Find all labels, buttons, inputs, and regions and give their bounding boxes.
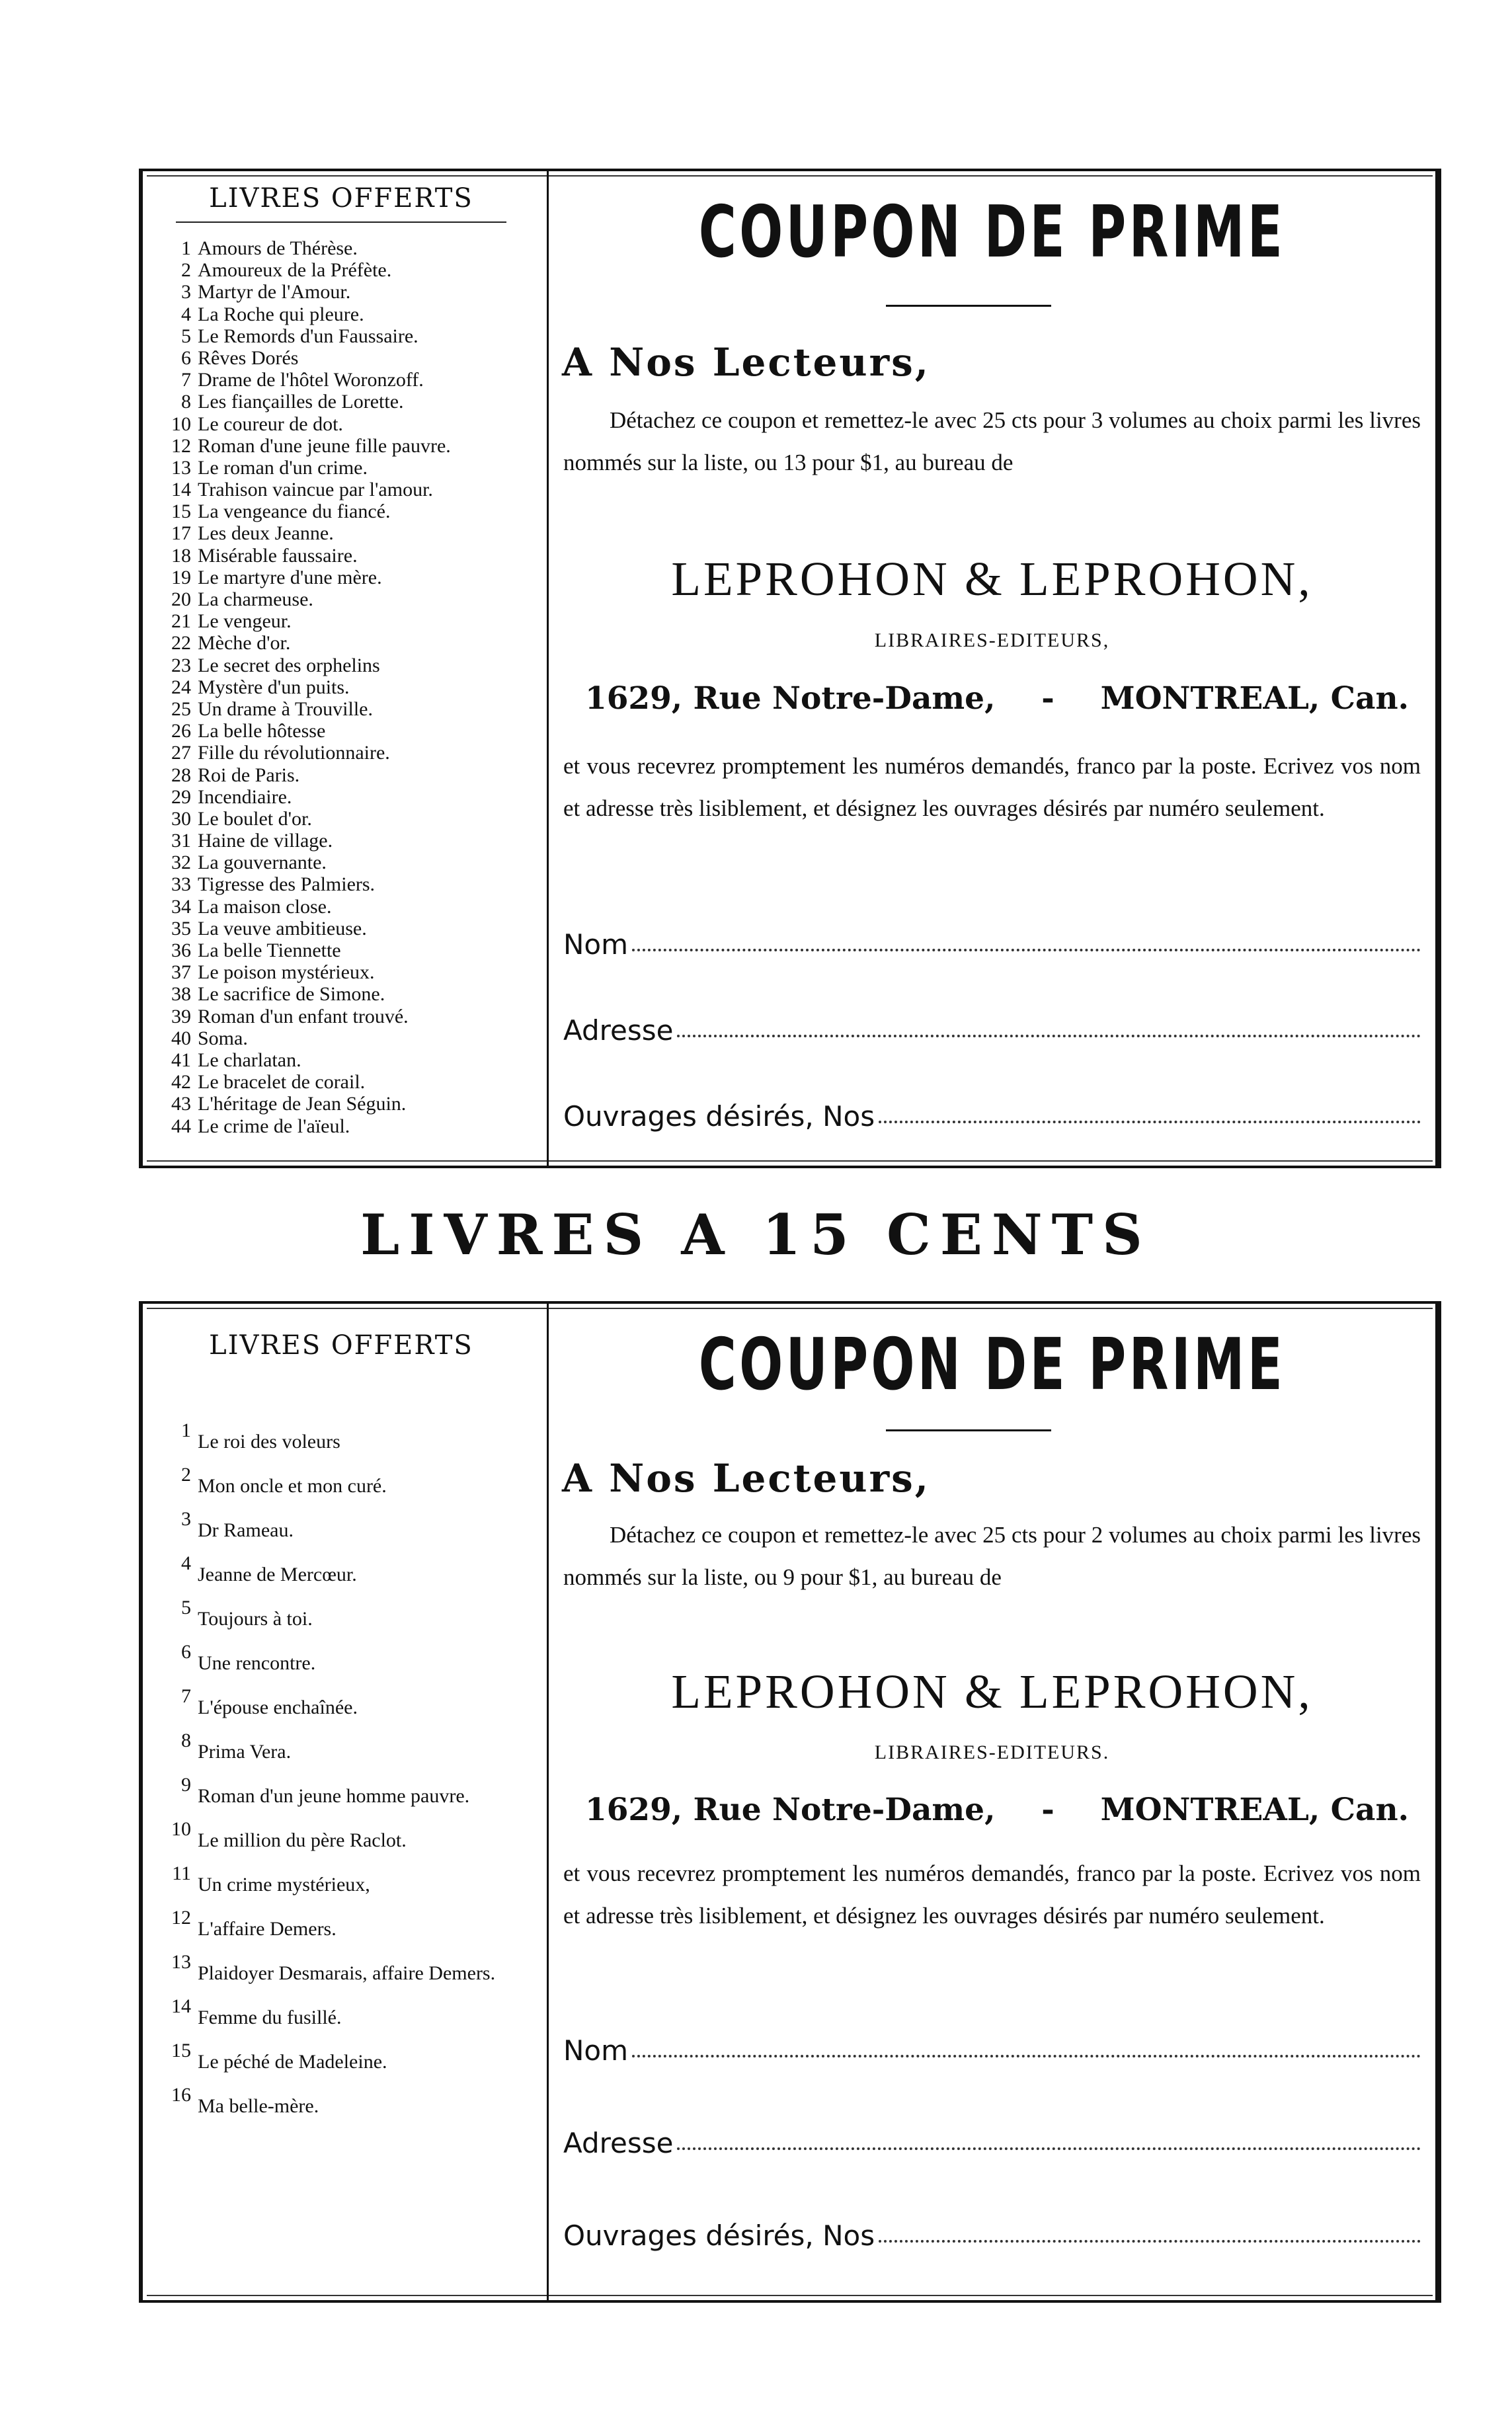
book-list-item <box>166 896 540 918</box>
book-list-item <box>166 303 540 325</box>
book-number: 10 <box>171 413 191 435</box>
book-title: Le martyre d'une mère. <box>198 566 382 588</box>
book-list-item <box>166 632 540 654</box>
book-number: 8 <box>181 1730 191 1751</box>
book-title: Le roman d'un crime. <box>198 456 368 479</box>
book-number: 14 <box>171 1995 191 2017</box>
book-list-item <box>166 567 540 588</box>
book-list-item <box>166 435 540 457</box>
book-title: Le million du père Raclot. <box>198 1829 407 1851</box>
book-number: 1 <box>181 1419 191 1441</box>
publisher-name: LEPROHON & LEPROHON, <box>671 552 1313 606</box>
book-number: 17 <box>171 522 191 545</box>
book-number: 19 <box>171 566 191 588</box>
book-list-item <box>166 545 540 567</box>
book-list-item <box>166 1862 540 1907</box>
book-title: Haine de village. <box>198 830 333 852</box>
book-title: Toujours à toi. <box>198 1607 313 1630</box>
book-number: 2 <box>181 1464 191 1486</box>
book-list-item <box>166 961 540 983</box>
book-number: 7 <box>181 369 191 391</box>
section-banner: LIVRES A 15 CENTS <box>360 1202 1152 1267</box>
book-title: Ma belle-mère. <box>198 2094 319 2117</box>
book-number: 2 <box>181 259 191 282</box>
name-field[interactable] <box>563 928 1421 961</box>
list-title: LIVRES OFFERTS <box>209 1330 473 1361</box>
book-number: 6 <box>181 1641 191 1663</box>
book-title: Amours de Thérèse. <box>198 237 358 259</box>
works-field-line[interactable] <box>879 2240 1421 2243</box>
book-number: 39 <box>171 1005 191 1027</box>
book-list-item <box>166 588 540 610</box>
book-list-item <box>166 2040 540 2084</box>
book-title: L'héritage de Jean Séguin. <box>198 1093 407 1115</box>
book-title: La Roche qui pleure. <box>198 303 364 325</box>
book-number: 27 <box>171 742 191 764</box>
name-field-line[interactable] <box>632 2055 1421 2057</box>
book-number: 4 <box>181 1552 191 1574</box>
book-number: 33 <box>171 873 191 896</box>
book-number: 4 <box>181 303 191 325</box>
book-number: 35 <box>171 917 191 939</box>
book-title: Mèche d'or. <box>198 632 291 655</box>
book-number: 9 <box>181 1774 191 1796</box>
publisher-subtitle: LIBRAIRES-EDITEURS, <box>874 629 1110 651</box>
coupon-form-panel <box>549 1304 1435 2300</box>
address-field-label: Adresse <box>563 2127 674 2159</box>
book-title: Jeanne de Mercœur. <box>198 1563 357 1585</box>
name-field-label: Nom <box>563 2034 629 2067</box>
book-list-item <box>166 742 540 764</box>
book-list-item <box>166 939 540 961</box>
book-title: Tigresse des Palmiers. <box>198 873 376 896</box>
book-title: Martyr de l'Amour. <box>198 281 351 303</box>
book-number: 31 <box>171 830 191 852</box>
name-field[interactable] <box>563 2034 1421 2067</box>
book-title: Roman d'un jeune homme pauvre. <box>198 1784 470 1807</box>
book-list-item <box>166 1508 540 1552</box>
book-title: Mystère d'un puits. <box>198 676 350 698</box>
delivery-paragraph: et vous recevrez promptement les numéros demandés, franco par la poste. Ecrivez vos nom et adresse très lisiblement, et désignez les ouvrages désirés par numéro seulement. <box>563 753 1421 821</box>
book-title: Mon oncle et mon curé. <box>198 1474 387 1497</box>
book-list-item <box>166 500 540 522</box>
book-list-item <box>166 698 540 720</box>
book-number: 40 <box>171 1027 191 1049</box>
book-title: Le boulet d'or. <box>198 807 312 830</box>
book-list-item <box>166 457 540 479</box>
book-list-item <box>166 1006 540 1027</box>
instructions-paragraph: Détachez ce coupon et remettez-le avec 25 cts pour 2 volumes au choix parmi les livres nommés sur la liste, ou 9 pour $1, au bureau de <box>563 1522 1421 1590</box>
book-title: Fille du révolutionnaire. <box>198 742 390 764</box>
book-title: Le roi des voleurs <box>198 1430 340 1453</box>
book-list-item <box>166 918 540 939</box>
address-separator: - <box>1041 680 1054 717</box>
book-number: 14 <box>171 479 191 501</box>
book-number: 32 <box>171 852 191 874</box>
book-title: Un drame à Trouville. <box>198 698 373 720</box>
list-title-rule <box>176 221 506 223</box>
book-number: 1 <box>181 237 191 259</box>
book-title: La belle Tiennette <box>198 939 341 961</box>
book-list-item <box>166 1115 540 1137</box>
book-number: 24 <box>171 676 191 698</box>
book-list-item <box>166 413 540 435</box>
book-title: Soma. <box>198 1027 248 1049</box>
book-number: 23 <box>171 654 191 676</box>
book-list-item <box>166 1552 540 1597</box>
address-separator: - <box>1041 1792 1054 1828</box>
book-list-item <box>166 259 540 281</box>
book-title: Le bracelet de corail. <box>198 1071 366 1094</box>
book-title: Trahison vaincue par l'amour. <box>198 479 433 501</box>
book-list-item <box>166 281 540 303</box>
book-title: Une rencontre. <box>198 1652 316 1674</box>
book-list-item <box>166 1995 540 2040</box>
book-number: 15 <box>171 2040 191 2061</box>
book-title: La veuve ambitieuse. <box>198 917 367 939</box>
name-field-line[interactable] <box>632 949 1421 951</box>
book-number: 41 <box>171 1049 191 1071</box>
book-number: 25 <box>171 698 191 720</box>
coupon-heading: COUPON DE PRIME <box>698 191 1286 274</box>
book-list-item <box>166 347 540 369</box>
book-list <box>166 1419 540 2128</box>
book-list-item <box>166 983 540 1005</box>
book-number: 29 <box>171 785 191 808</box>
book-title: Dr Rameau. <box>198 1519 294 1541</box>
works-field-line[interactable] <box>879 1121 1421 1123</box>
book-title: L'affaire Demers. <box>198 1917 337 1940</box>
book-number: 8 <box>181 391 191 413</box>
book-number: 15 <box>171 500 191 523</box>
address-city: MONTREAL, Can. <box>1100 1792 1409 1828</box>
address-street: 1629, Rue Notre-Dame, <box>585 1792 996 1828</box>
book-list-item <box>166 720 540 742</box>
book-title: Le sacrifice de Simone. <box>198 983 385 1006</box>
book-title: Le coureur de dot. <box>198 413 343 435</box>
book-title: La vengeance du fiancé. <box>198 500 391 523</box>
address-city: MONTREAL, Can. <box>1100 680 1409 717</box>
book-title: Drame de l'hôtel Woronzoff. <box>198 369 424 391</box>
book-title: L'épouse enchaînée. <box>198 1696 358 1718</box>
book-number: 26 <box>171 720 191 742</box>
publisher-name: LEPROHON & LEPROHON, <box>671 1665 1313 1718</box>
book-title: La gouvernante. <box>198 852 327 874</box>
book-title: La charmeuse. <box>198 588 313 610</box>
book-number: 21 <box>171 610 191 633</box>
instructions-paragraph: Détachez ce coupon et remettez-le avec 25 cts pour 3 volumes au choix parmi les livres nommés sur la liste, ou 13 pour $1, au bureau de <box>563 407 1421 475</box>
book-list-item <box>166 237 540 259</box>
heading-rule <box>886 1429 1051 1431</box>
book-title: Roi de Paris. <box>198 764 300 786</box>
book-list-panel <box>149 171 549 1166</box>
publisher-address <box>585 1792 1409 1828</box>
works-field-label: Ouvrages désirés, Nos <box>563 1100 875 1133</box>
book-title: Un crime mystérieux, <box>198 1873 370 1895</box>
book-title: Incendiaire. <box>198 785 292 808</box>
book-list-item <box>166 1774 540 1818</box>
book-number: 13 <box>171 456 191 479</box>
book-list-item <box>166 325 540 347</box>
book-title: Amoureux de la Préfète. <box>198 259 392 282</box>
book-number: 22 <box>171 632 191 655</box>
book-title: La maison close. <box>198 895 332 918</box>
book-title: Le vengeur. <box>198 610 292 633</box>
address-field-line[interactable] <box>677 2147 1421 2150</box>
book-list-item <box>166 1071 540 1093</box>
book-number: 12 <box>171 1907 191 1929</box>
book-number: 36 <box>171 939 191 961</box>
book-list-item <box>166 369 540 391</box>
book-list <box>166 237 540 1137</box>
coupon-prime-2 <box>139 1301 1441 2303</box>
book-title: La belle hôtesse <box>198 720 326 742</box>
book-list-item <box>166 1049 540 1071</box>
book-list-panel <box>149 1304 549 2300</box>
works-field-label: Ouvrages désirés, Nos <box>563 2219 875 2252</box>
book-list-item <box>166 808 540 830</box>
book-list-item <box>166 764 540 786</box>
book-title: Roman d'une jeune fille pauvre. <box>198 434 451 457</box>
book-title: Le Remords d'un Faussaire. <box>198 325 418 347</box>
book-list-item <box>166 2084 540 2128</box>
book-list-item <box>166 1464 540 1508</box>
publisher-subtitle: LIBRAIRES-EDITEURS. <box>874 1741 1110 1763</box>
book-title: Le poison mystérieux. <box>198 961 375 984</box>
book-number: 34 <box>171 895 191 918</box>
book-list-item <box>166 479 540 500</box>
book-number: 43 <box>171 1093 191 1115</box>
book-list-item <box>166 1027 540 1049</box>
book-number: 10 <box>171 1818 191 1840</box>
book-title: Roman d'un enfant trouvé. <box>198 1005 409 1027</box>
address-field[interactable] <box>563 1014 1421 1047</box>
book-title: Femme du fusillé. <box>198 2006 342 2028</box>
book-list-item <box>166 1951 540 1995</box>
book-list-item <box>166 676 540 698</box>
book-title: Les deux Jeanne. <box>198 522 334 545</box>
book-list-item <box>166 1093 540 1115</box>
coupon-form-panel <box>549 171 1435 1166</box>
book-list-item <box>166 522 540 544</box>
book-list-item <box>166 391 540 413</box>
book-list-item <box>166 830 540 852</box>
book-number: 30 <box>171 807 191 830</box>
book-list-item <box>166 1730 540 1774</box>
book-title: Prima Vera. <box>198 1740 292 1763</box>
book-number: 38 <box>171 983 191 1006</box>
book-list-item <box>166 1641 540 1685</box>
book-title: Misérable faussaire. <box>198 544 358 567</box>
book-number: 13 <box>171 1951 191 1973</box>
book-title: Le charlatan. <box>198 1049 301 1071</box>
works-field[interactable] <box>563 2219 1421 2252</box>
book-list-item <box>166 610 540 632</box>
coupon-prime-1 <box>139 169 1441 1168</box>
works-field[interactable] <box>563 1100 1421 1133</box>
address-field-label: Adresse <box>563 1014 674 1047</box>
book-list-item <box>166 655 540 676</box>
publisher-address <box>585 680 1409 717</box>
book-title: Le secret des orphelins <box>198 654 380 676</box>
book-list-item <box>166 1597 540 1641</box>
book-number: 12 <box>171 434 191 457</box>
delivery-paragraph: et vous recevrez promptement les numéros demandés, franco par la poste. Ecrivez vos nom et adresse très lisiblement, et désignez les ouvrages désirés par numéro seulement. <box>563 1860 1421 1929</box>
book-number: 20 <box>171 588 191 610</box>
book-list-item <box>166 1419 540 1464</box>
book-number: 16 <box>171 2084 191 2106</box>
book-title: Le crime de l'aïeul. <box>198 1115 350 1137</box>
book-list-item <box>166 1685 540 1730</box>
address-street: 1629, Rue Notre-Dame, <box>585 680 996 717</box>
book-title: Les fiançailles de Lorette. <box>198 391 404 413</box>
book-number: 7 <box>181 1685 191 1707</box>
book-number: 11 <box>172 1862 191 1884</box>
book-number: 42 <box>171 1071 191 1094</box>
book-number: 5 <box>181 325 191 347</box>
book-number: 37 <box>171 961 191 984</box>
book-number: 3 <box>181 281 191 303</box>
list-title: LIVRES OFFERTS <box>209 183 473 214</box>
book-title: Plaidoyer Desmarais, affaire Demers. <box>198 1962 496 1984</box>
book-list-item <box>166 1907 540 1951</box>
book-list-item <box>166 873 540 895</box>
address-field-line[interactable] <box>677 1035 1421 1037</box>
coupon-heading: COUPON DE PRIME <box>698 1324 1286 1406</box>
address-field[interactable] <box>563 2127 1421 2159</box>
book-number: 5 <box>181 1597 191 1618</box>
book-number: 44 <box>171 1115 191 1137</box>
book-number: 28 <box>171 764 191 786</box>
book-list-item <box>166 1818 540 1862</box>
book-list-item <box>166 852 540 873</box>
heading-rule <box>886 305 1051 307</box>
name-field-label: Nom <box>563 928 629 961</box>
book-title: Rêves Dorés <box>198 346 299 369</box>
book-list-item <box>166 786 540 808</box>
greeting: A Nos Lecteurs, <box>562 340 931 385</box>
book-number: 3 <box>181 1508 191 1530</box>
book-number: 18 <box>171 544 191 567</box>
greeting: A Nos Lecteurs, <box>562 1456 931 1501</box>
book-number: 6 <box>181 346 191 369</box>
book-title: Le péché de Madeleine. <box>198 2050 387 2073</box>
